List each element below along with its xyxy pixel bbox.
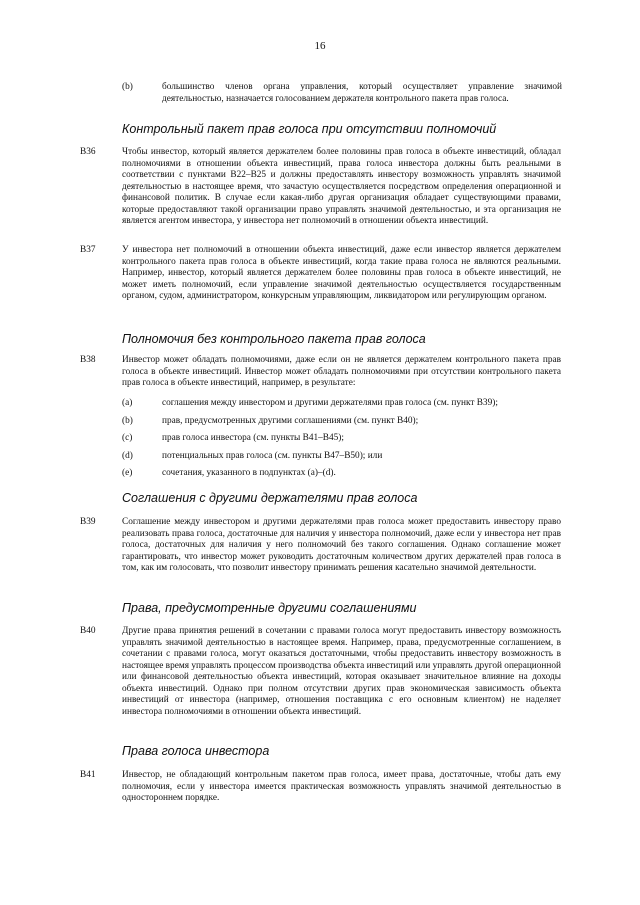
paragraph-text: Другие права принятия решений в сочетании с правами голоса могут предоставить инвестору возможность управлять значимой деятельностью в настоящее время. Например, права, предусмотренные соглашением, в сочетании с правами голоса, могут оказаться достаточными, чтобы предоставить инвестору возможность в настоящее время управлять процессом производства объекта инвестиций или управлять другой операционной или финансовой деятельностью объекта инвестиций, которая оказывает значительное влияние на доходы объекта инвестиций. Однако при полном отсутствии других прав экономическая зависимость объекта инвестиций от инвестора (например, отношения поставщика с его основным клиентом) не наделяет инвестора полномочиями в отношении объекта инвестиций. <box>122 626 561 717</box>
section-heading: Права голоса инвестора <box>122 744 270 758</box>
list-item <box>122 451 562 469</box>
list-item-text: прав голоса инвестора (см. пункты B41–B45); <box>162 433 344 443</box>
paragraph-b38 <box>80 355 561 390</box>
list-item-text: потенциальных прав голоса (см. пункты B47–B50); или <box>162 450 383 461</box>
page-number: 16 <box>314 40 326 52</box>
b38-list <box>122 398 562 486</box>
list-item-label: (a) <box>122 398 133 408</box>
section-heading: Права, предусмотренные другими соглашениями <box>122 601 417 615</box>
list-item-label: (d) <box>122 450 133 461</box>
paragraph-number: B36 <box>80 147 96 157</box>
paragraph-number: B39 <box>80 517 96 527</box>
paragraph-b39 <box>80 517 561 575</box>
list-item-label: (b) <box>122 415 133 426</box>
list-item <box>122 416 562 434</box>
list-item <box>122 468 562 486</box>
paragraph-number: B41 <box>80 770 96 780</box>
list-item-text: соглашения между инвестором и другими держателями прав голоса (см. пункт B39); <box>162 398 498 408</box>
section-heading: Полномочия без контрольного пакета прав голоса <box>122 332 426 346</box>
list-item-text: большинство членов органа управления, который осуществляет управление значимой деятельностью, назначается голосованием держателя контрольного пакета прав голоса. <box>162 82 562 104</box>
paragraph-text: Инвестор, не обладающий контрольным пакетом прав голоса, имеет права, достаточные, чтобы дать ему полномочия, если у инвестора имеется практическая возможность управлять значимой деятельностью в одностороннем порядке. <box>122 770 561 803</box>
paragraph-text: У инвестора нет полномочий в отношении объекта инвестиций, даже если инвестор является держателем контрольного пакета прав голоса в объекте инвестиций, когда такие права голоса не являются реальными. Например, инвестор, который является держателем более половины прав голоса в объекте инвестиций, не может иметь полномочий, если управление значимой деятельностью осуществляется государственным органом, судом, администратором, конкурсным управляющим, ликвидатором или регулирующим органом. <box>122 245 561 301</box>
paragraph-b36 <box>80 147 561 228</box>
section-heading: Соглашения с другими держателями прав голоса <box>122 491 418 505</box>
list-item <box>122 398 562 416</box>
list-item <box>122 433 562 451</box>
top-list-item <box>122 82 562 105</box>
list-item-label: (c) <box>122 433 133 443</box>
paragraph-b41 <box>80 770 561 805</box>
paragraph-text: Соглашение между инвестором и другими держателями прав голоса может предоставить инвестору право реализовать права голоса, достаточные для наличия у инвестора полномочий, даже если у инвестора нет прав голоса, достаточных для наличия у него полномочий без такого соглашения. Однако соглашение может гарантировать, что инвестор может руководить достаточным количеством других держателей прав голоса в том, как им голосовать, что позволит инвестору принимать решения касательно значимой деятельности. <box>122 517 561 573</box>
paragraph-number: B37 <box>80 245 96 255</box>
list-item-text: прав, предусмотренных другими соглашениями (см. пункт B40); <box>162 415 419 426</box>
paragraph-text: Инвестор может обладать полномочиями, даже если он не является держателем контрольного пакета прав голоса в объекте инвестиций. Инвестор может обладать полномочиями при отсутствии контрольного пакета прав голоса в объекте инвестиций, например, в результате: <box>122 355 561 388</box>
paragraph-number: B40 <box>80 626 96 636</box>
list-item-label: (e) <box>122 468 133 478</box>
section-heading: Контрольный пакет прав голоса при отсутствии полномочий <box>122 122 497 136</box>
paragraph-b37 <box>80 245 561 303</box>
list-item-label: (b) <box>122 82 133 92</box>
paragraph-b40 <box>80 626 561 718</box>
list-item-text: сочетания, указанного в подпунктах (a)–(d). <box>162 468 336 478</box>
paragraph-number: B38 <box>80 355 96 365</box>
paragraph-text: Чтобы инвестор, который является держателем более половины прав голоса в объекте инвестиций, обладал полномочиями в отношении объекта инвестиций, права голоса инвестора должны быть реальными в соответствии с пунктами B22–B25 и должны предоставлять инвестору возможность управлять значимой деятельностью в настоящее время, что зачастую осуществляется посредством определения операционной и финансовой политик. В случае если какая-либо другая организация обладает существующими правами, которые предоставляют такой организации право управлять значимой деятельностью, и эта организация не является агентом инвестора, у инвестора нет полномочий в отношении объекта инвестиций. <box>122 147 561 226</box>
